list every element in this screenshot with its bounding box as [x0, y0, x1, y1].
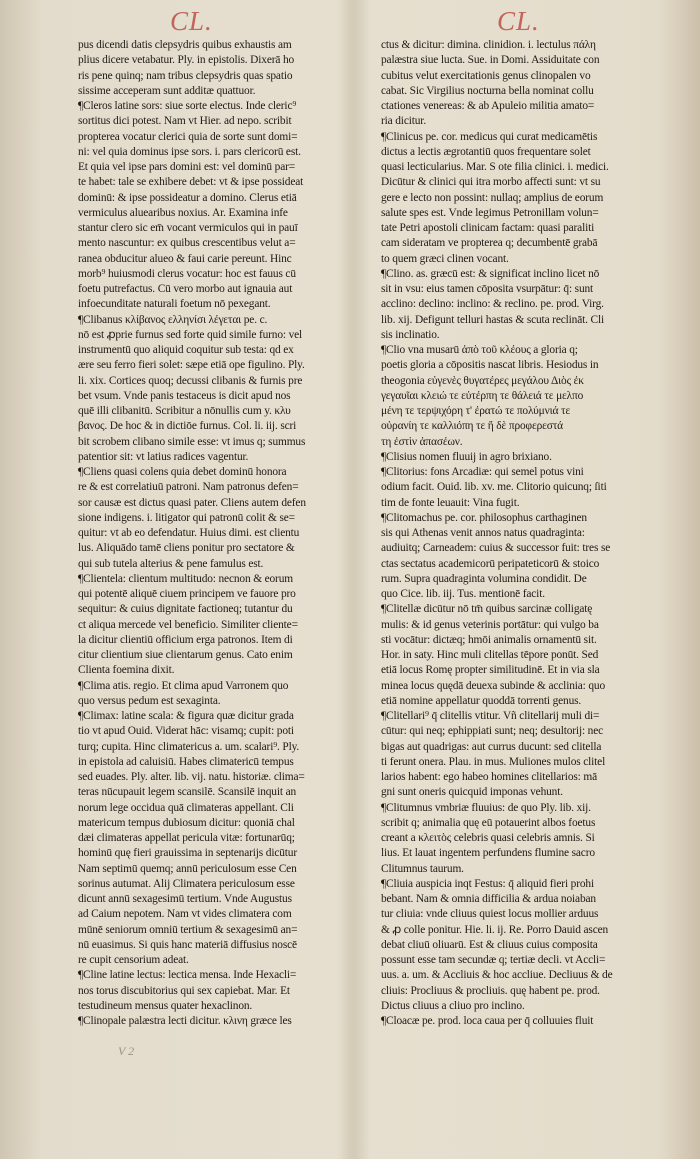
- text-line: sor causæ est dictus quasi pater. Cliens autem defen: [78, 496, 306, 509]
- text-line: ¶Clima atis. regio. Et clima apud Varronem quo: [78, 679, 289, 692]
- text-line: instrumentū quo aliquid coquitur sub testa: qd ex: [78, 344, 294, 356]
- right-folio-number: CL.: [497, 6, 540, 36]
- text-line: quasi lecticularius. Mar. S ote filia clinici. i. medici.: [381, 161, 609, 173]
- text-line: re cupit censorium adeat.: [78, 954, 189, 966]
- text-line: ctas sectatus academicorū peripateticorū & stoico: [381, 557, 600, 570]
- text-line: ¶Clitumnus vmbriæ fluuius: de quo Ply. lib. xij.: [381, 801, 591, 814]
- text-line: bit scrobem clibano simile esse: vt imus q; summus: [78, 435, 306, 448]
- text-line: infoecunditate naturali foetum nō pexegant.: [78, 298, 271, 311]
- text-line: ¶Cliens quasi colens quia debet dominū honora: [78, 466, 287, 478]
- text-line: larios habent: ego habeo homines clitellarios: mā: [381, 771, 597, 783]
- text-line: poetis gloria a cōpositis nascat libris. Hesiodus in: [381, 359, 599, 372]
- text-line: tate Petri apostoli clinicam factam: quasi paraliti: [381, 222, 595, 234]
- text-line: ære seu ferro fieri solet: sæpe etiā ope figulino. Ply.: [78, 359, 305, 372]
- text-line: etiā locus Romę propter similitudinē. Et in via sla: [381, 664, 600, 677]
- text-line: dæi climateras appellat pericula vitæ: fortunarūq;: [78, 832, 295, 844]
- text-line: ctus & dicitur: dimina. clinidion. i. lectulus πάλη: [381, 39, 596, 51]
- text-line: οὐρανίη τε καλλιόπη τε ἥ δὲ προφερεστά: [381, 420, 563, 433]
- text-line: cliuis: Procliuus & procliuis. quę habent pe. prod.: [381, 984, 600, 997]
- text-line: matericum tempus dubiosum dicitur: quoniā chal: [78, 816, 295, 829]
- text-line: testudineum mensus quater hexaclinon.: [78, 999, 253, 1012]
- text-line: nos torus discubitorius qui sex capiebat. Mar. Et: [78, 984, 290, 997]
- text-line: ad Caium nepotem. Nam vt vides climatera com: [78, 908, 292, 921]
- text-line: Clienta foemina dixit.: [78, 664, 175, 677]
- text-line: morb⁹ huiusmodi clerus vocatur: hoc est fauus cū: [78, 267, 296, 280]
- text-line: scribit q; animalia quę eū potauerint albos foetus: [381, 816, 596, 829]
- text-line: plius dicere vetabatur. Ply. in epistolis. Dixerā ho: [78, 54, 295, 67]
- text-line: acclino: declino: inclino: & reclino. pe. prod. Virg.: [381, 298, 604, 311]
- text-line: sti vocātur: dictæq; hmōi animalis ornamentū sit.: [381, 633, 597, 646]
- text-line: theogonia εὐγενὲς θυγατέρες μεγάλου Διὸς ἐκ: [381, 374, 584, 387]
- text-line: tur cliuia: vnde cliuus quiest locus mollier arduus: [381, 908, 599, 921]
- text-line: quē illi clibanitū. Scribitur a nōnullis cum y. κλυ: [78, 405, 291, 417]
- text-line: salute spes est. Vnde legimus Petronillam volun=: [381, 206, 599, 219]
- text-line: cabat. Sic Virgilius nocturna bella nominat collu: [381, 84, 594, 97]
- text-line: minea locus quędā deuexa subinde & acclinia: quo: [381, 679, 606, 692]
- text-line: pus dicendi datis clepsydris quibus exhaustis am: [78, 39, 292, 51]
- text-line: li. xix. Cortices quoq; decussi clibanis & furnis pre: [78, 374, 303, 387]
- text-line: Dicūtur & clinici qui itra morbo affecti sunt: vt su: [381, 176, 601, 189]
- text-line: uus. a. um. & Accliuis & hoc accliue. Decliuus & de: [381, 969, 613, 982]
- text-line: ¶Climax: latine scala: & figura quæ dicitur grada: [78, 710, 294, 722]
- text-line: ¶Clio vna musarū ἀπὸ τοῦ κλέους a gloria q;: [381, 344, 578, 356]
- text-line: sortitus dici potest. Nam vt Hier. ad nepo. scribit: [78, 115, 292, 128]
- text-line: vermiculus aluearibus noxius. Ar. Examina infe: [78, 206, 288, 219]
- text-line: quitur: vt ab eo defendatur. Huius dimi. est clientu: [78, 527, 300, 539]
- text-line: dictus a lectis ægrotantiū quos frequentare solet: [381, 145, 591, 158]
- text-line: qui potentē aliquē ciuem principem ve fauore pro: [78, 588, 296, 600]
- text-line: bebant. Nam & omnia difficilia & ardua noiaban: [381, 893, 596, 905]
- text-line: Clitumnus taurum.: [381, 862, 464, 875]
- text-line: cūtur: qui neq; ephippiati sunt; neq; desultorij: nec: [381, 725, 604, 738]
- text-line: ¶Clitellæ dicūtur nō tm̄ quibus sarcinæ colligatę: [381, 603, 593, 616]
- left-text-column: [78, 38, 380, 1029]
- text-line: ¶Clientela: clientum multitudo: necnon & eorum: [78, 572, 293, 585]
- text-line: sissime acceperam sunt additæ quattuor.: [78, 84, 256, 97]
- text-line: mūnē seniorum omniū tertium & sexagesimū an=: [78, 923, 298, 936]
- text-line: hominū quę fieri grauissima in septenarijs dicūtur: [78, 847, 297, 860]
- text-line: turq; cupita. Hinc climatericus a. um. scalari⁹. Ply.: [78, 740, 300, 753]
- text-line: lius. Et lauat ingentem perfundens flumine sacro: [381, 847, 595, 860]
- signature-mark: V 2: [118, 1044, 135, 1058]
- text-line: sis inclinatio.: [381, 328, 440, 341]
- text-line: sequitur: & cuius dignitate factioneq; tutantur du: [78, 603, 293, 616]
- text-line: dicunt annū sexagesimū tertium. Vnde Augustus: [78, 893, 292, 905]
- text-line: ¶Clitellari⁹ q̄ clitellis vtitur. Vñ clitellarij muli di=: [381, 710, 600, 722]
- text-line: nū euasimus. Si quis hanc materiā diffusius noscē: [78, 938, 297, 951]
- text-line: ni: vel quia dominus ipse sors. i. pars clericorū est.: [78, 145, 301, 158]
- text-line: ¶Clibanus κλίβανος ελληνίσι λέγεται pe. c.: [78, 313, 268, 326]
- right-text-column: [381, 38, 683, 1029]
- text-line: ¶Clino. as. græcū est: & significat inclino licet nō: [381, 267, 600, 280]
- text-line: ¶Cloacæ pe. prod. loca caua per q̄ colluuies fluit: [381, 1015, 594, 1027]
- text-line: nō est ꝓprie furnus sed forte quid simile furno: vel: [78, 328, 303, 341]
- text-line: etiā nomine appellatur quoddā torrenti genus.: [381, 694, 582, 707]
- text-line: tio vt apud Ouid. Viderat hāc: visamq; cupit: poti: [78, 725, 294, 738]
- text-line: ris pene quinq; nam tribus clepsydris quas spatio: [78, 69, 293, 82]
- text-line: la dicitur clientiū officium erga patronos. Item di: [78, 633, 293, 646]
- text-line: mento nascuntur: ex quibus crescentibus velut a=: [78, 237, 296, 250]
- text-line: in epistola ad caluisiū. Habes climatericū tempus: [78, 755, 294, 768]
- text-line: creant a κλειτὸς celebris quasi celebris amnis. Si: [381, 832, 595, 844]
- text-line: tim de fonte leuauit: Vina fugit.: [381, 496, 520, 509]
- text-line: ¶Clinicus pe. cor. medicus qui curat medicamētis: [381, 130, 598, 143]
- text-line: qui sub tutela alterius & pene famulus est.: [78, 557, 264, 570]
- text-line: lib. xij. Defigunt telluri hastas & scuta reclināt. Cli: [381, 313, 604, 326]
- text-line: cubitus velut exercitationis genus clinopalen vo: [381, 69, 591, 82]
- text-line: rum. Supra quadraginta volumina condidit. De: [381, 572, 587, 585]
- text-line: ranea obducitur alueo & faui carie pereunt. Hinc: [78, 252, 292, 265]
- text-line: bet vsum. Vnde panis testaceus is dicit apud nos: [78, 389, 291, 402]
- text-line: ct aliqua mercede vel beneficio. Similiter cliente=: [78, 618, 298, 631]
- text-line: gere e lecto non possint: nullaq; amplius de eorum: [381, 191, 604, 204]
- text-line: μένη τε τερψιχόρη τ' ἐρατώ τε πολύμνιά τε: [381, 405, 571, 417]
- text-line: ti ferunt onera. Plau. in mus. Muliones mulos clitel: [381, 755, 606, 768]
- text-line: ¶Cline latine lectus: lectica mensa. Inde Hexacli=: [78, 969, 297, 982]
- text-line: τη ἐστὶν ἁπασέων.: [381, 435, 463, 448]
- text-line: sorinus autumat. Alij Climatera periculosum esse: [78, 877, 295, 890]
- text-line: βανος. De hoc & in dictiōe furnus. Col. li. iij. scri: [78, 420, 297, 433]
- left-folio-number: CL.: [170, 6, 213, 36]
- text-line: ¶Clitorius: fons Arcadiæ: qui semel potus vini: [381, 466, 584, 478]
- text-line: ctationes venereas: & ab Apuleio militia amato=: [381, 100, 595, 112]
- text-line: odium facit. Ouid. lib. xv. me. Clitorio quicunq; ſiti: [381, 481, 607, 494]
- text-line: palæstra siue lucta. Sue. in Domi. Assiduitate con: [381, 54, 600, 67]
- text-line: & ꝓ colle ponitur. Hie. li. ij. Re. Porro Dauid ascen: [381, 923, 609, 936]
- text-line: te habet: tale se exhibere debet: vt & ipse possideat: [78, 176, 304, 189]
- text-line: quo versus pedum est sexaginta.: [78, 694, 221, 707]
- text-line: stantur clero sic em̄ vocant vermiculos qui in pauī: [78, 222, 298, 234]
- text-line: Dictus cliuus a cliuo pro inclino.: [381, 999, 525, 1012]
- text-line: to quem græci clinen vocant.: [381, 252, 509, 265]
- text-line: patentior sit: vt latius radices vagentur.: [78, 450, 249, 463]
- text-line: ¶Clisius nomen fluuij in agro brixiano.: [381, 450, 552, 463]
- text-line: dominū: & ipse possideatur a domino. Clerus etiā: [78, 191, 297, 204]
- text-line: sione indigens. i. litigator qui patronū colit & se=: [78, 511, 295, 524]
- text-line: ¶Clinopale palæstra lecti dicitur. κλινη græce les: [78, 1015, 292, 1027]
- text-line: quo Cice. lib. iij. Tus. mentionē facit.: [381, 588, 545, 600]
- text-line: norum lege occidua quā climateras appellant. Cli: [78, 801, 294, 814]
- text-line: foetu putrefactus. Cū vero morbo aut ignauia aut: [78, 283, 293, 295]
- text-line: Hor. in saty. Hinc muli clitellas tēpore ponūt. Sed: [381, 649, 599, 661]
- text-line: teras nūcupauit legem scansilē. Scansilē inquit an: [78, 786, 297, 799]
- text-line: mulis: & id genus veterinis portātur: qui vulgo ba: [381, 618, 599, 631]
- text-line: ria dicitur.: [381, 115, 427, 128]
- text-line: lus. Aliquādo tamē cliens ponitur pro sectatore &: [78, 542, 295, 555]
- text-line: sit in vsu: eius tamen cōposita vsurpātur: q̄: sunt: [381, 283, 594, 295]
- text-line: ¶Clitomachus pe. cor. philosophus carthaginen: [381, 511, 587, 524]
- text-line: ¶Cleros latine sors: siue sorte electus. Inde cleric⁹: [78, 100, 297, 112]
- text-line: sed euades. Ply. alter. lib. vij. natu. historiæ. clima=: [78, 771, 305, 783]
- text-line: Et quia vel ipse pars domini est: vel dominū par=: [78, 161, 296, 173]
- text-line: cam sideratam ve propterea q; decumbentē grabā: [381, 237, 598, 250]
- text-line: propterea vocatur clerici quia de sorte sunt domi=: [78, 130, 298, 143]
- text-line: ¶Cliuia auspicia inqt Festus: q̄ aliquid fieri prohi: [381, 877, 594, 890]
- text-line: γεγαυῖαι κλειώ τε εὐτέρπη τε θάλειά τε μελπο: [381, 389, 584, 402]
- text-line: audiuitq; Carneadem: cuius & successor fuit: tres se: [381, 542, 611, 555]
- text-line: sis qui Athenas venit annos natus quadraginta:: [381, 527, 585, 539]
- text-line: debat cliuū oliuarū. Est & cliuus cuius composita: [381, 938, 598, 951]
- text-line: bigas aut quadrigas: aut currus ducunt: sed clitella: [381, 740, 602, 753]
- text-line: possunt esse tam secundæ q; tertiæ decli. vt Accli=: [381, 954, 606, 966]
- text-line: Nam septimū quemq; annū periculosum esse Cen: [78, 862, 297, 875]
- text-line: re & est correlatiuū patroni. Nam patronus defen=: [78, 481, 299, 494]
- text-line: gni sunt oneris quicquid imponas vehunt.: [381, 786, 563, 799]
- text-line: citur clientium siue clientarum genus. Cato enim: [78, 649, 293, 661]
